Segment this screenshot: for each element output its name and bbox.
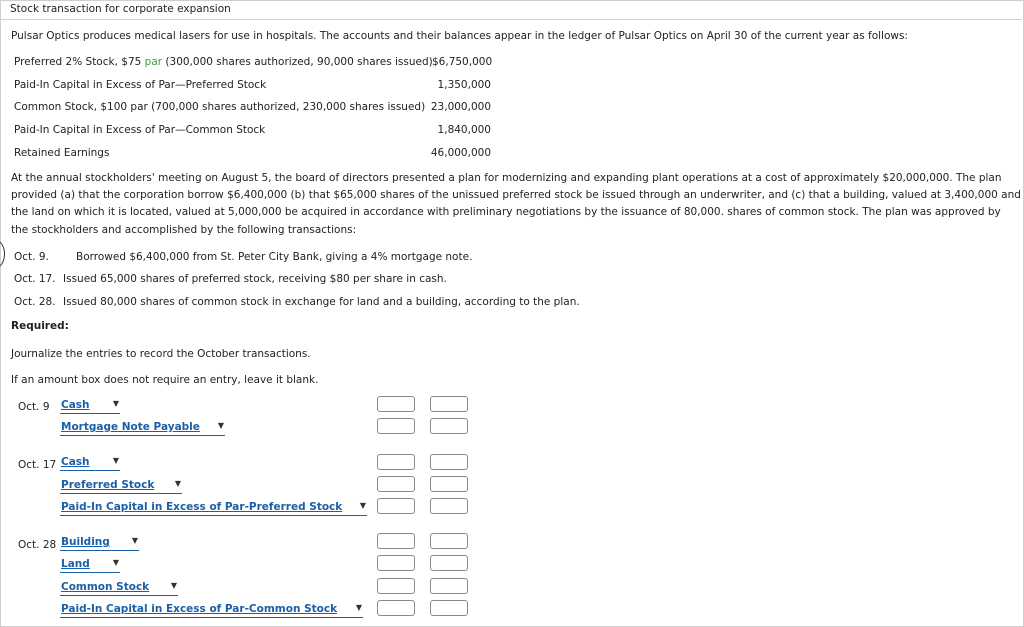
account-select-cash[interactable] <box>60 399 120 414</box>
account-select-label: Paid-In Capital in Excess of Par-Preferred Stock <box>61 501 343 513</box>
title-bar <box>0 0 1022 20</box>
ledger-picep-preferred-amount: 1,350,000 <box>437 79 491 91</box>
account-select-picep-common[interactable] <box>60 603 363 618</box>
journal-date-oct28: Oct. 28 <box>18 539 57 551</box>
ledger-preferred-stock-label <box>14 56 433 68</box>
debit-amount-input[interactable] <box>377 476 415 492</box>
credit-amount-input[interactable] <box>430 454 468 470</box>
account-select-label: Cash <box>61 399 90 411</box>
ledger-retained-earnings-label: Retained Earnings <box>14 147 110 159</box>
chevron-down-icon: ▼ <box>355 603 362 612</box>
transaction-date: Oct. 9. <box>14 251 49 263</box>
chevron-down-icon: ▼ <box>112 399 119 408</box>
debit-amount-input[interactable] <box>377 498 415 514</box>
account-select-label: Common Stock <box>61 581 150 593</box>
credit-amount-input[interactable] <box>430 396 468 412</box>
ledger-common-stock-amount: 23,000,000 <box>430 101 491 113</box>
journal-date-oct9: Oct. 9 <box>18 401 50 413</box>
account-select-building[interactable] <box>60 536 139 551</box>
ledger-common-stock-label: Common Stock, $100 par (700,000 shares authorized, 230,000 shares issued) <box>14 101 426 113</box>
instruction-text: Journalize the entries to record the October transactions. <box>11 348 311 360</box>
ledger-picep-preferred-label: Paid-In Capital in Excess of Par—Preferred Stock <box>14 79 267 91</box>
chevron-down-icon: ▼ <box>170 581 177 590</box>
debit-amount-input[interactable] <box>377 454 415 470</box>
credit-amount-input[interactable] <box>430 498 468 514</box>
credit-amount-input[interactable] <box>430 418 468 434</box>
account-select-label: Paid-In Capital in Excess of Par-Common Stock <box>61 603 338 615</box>
debit-amount-input[interactable] <box>377 396 415 412</box>
credit-amount-input[interactable] <box>430 476 468 492</box>
credit-amount-input[interactable] <box>430 533 468 549</box>
debit-amount-input[interactable] <box>377 555 415 571</box>
account-select-preferred-stock[interactable] <box>60 479 182 494</box>
hint-text: If an amount box does not require an entry, leave it blank. <box>11 374 319 386</box>
required-heading: Required: <box>11 320 69 332</box>
transaction-date: Oct. 28. <box>14 296 56 308</box>
chevron-down-icon: ▼ <box>131 536 138 545</box>
intro-text: Pulsar Optics produces medical lasers for use in hospitals. The accounts and their balances appear in the ledger of Pulsar Optics on April 30 of the current year as follows: <box>11 30 908 42</box>
account-select-label: Cash <box>61 456 90 468</box>
ledger-picep-common-label: Paid-In Capital in Excess of Par—Common Stock <box>14 124 266 136</box>
par-link: par <box>144 56 163 68</box>
transaction-text: Issued 65,000 shares of preferred stock, receiving $80 per share in cash. <box>63 273 447 285</box>
transaction-text: Borrowed $6,400,000 from St. Peter City Bank, giving a 4% mortgage note. <box>76 251 473 263</box>
chevron-down-icon: ▼ <box>112 558 119 567</box>
preferred-stock-label-end: (300,000 shares authorized, 90,000 shares issued) <box>165 56 433 68</box>
account-select-mortgage-note-payable[interactable] <box>60 421 225 436</box>
ledger-preferred-stock-amount: $6,750,000 <box>432 56 493 68</box>
credit-amount-input[interactable] <box>430 555 468 571</box>
account-select-cash[interactable] <box>60 456 120 471</box>
preferred-stock-label-start: Preferred 2% Stock, $75 <box>14 56 142 68</box>
transaction-text: Issued 80,000 shares of common stock in exchange for land and a building, according to the plan. <box>63 296 580 308</box>
account-select-label: Preferred Stock <box>61 479 155 491</box>
debit-amount-input[interactable] <box>377 578 415 594</box>
account-select-label: Building <box>61 536 110 548</box>
debit-amount-input[interactable] <box>377 418 415 434</box>
account-select-label: Mortgage Note Payable <box>61 421 200 433</box>
debit-amount-input[interactable] <box>377 600 415 616</box>
ledger-retained-earnings-amount: 46,000,000 <box>430 147 491 159</box>
scenario-paragraph: At the annual stockholders' meeting on August 5, the board of directors presented a plan for modernizing and expanding plant operations at a cost of approximately $20,000,000. The plan provided (a) that the corporation borrow $6,400,000 (b) that $65,000 shares of the unissued preferred stock be issued through an underwriter, and (c) that a building, valued at 3,400,000 and the land on which it is located, valued at 5,000,000 be acquired in accordance with preliminary negotiations by the issuance of 80,000. shares of common stock. The plan was approved by the stockholders and accomplished by the following transactions: <box>11 172 1021 236</box>
credit-amount-input[interactable] <box>430 578 468 594</box>
account-select-land[interactable] <box>60 558 120 573</box>
credit-amount-input[interactable] <box>430 600 468 616</box>
ledger-picep-common-amount: 1,840,000 <box>437 124 491 136</box>
account-select-label: Land <box>61 558 90 570</box>
chevron-down-icon: ▼ <box>112 456 119 465</box>
debit-amount-input[interactable] <box>377 533 415 549</box>
chevron-down-icon: ▼ <box>174 479 181 488</box>
transaction-date: Oct. 17. <box>14 273 56 285</box>
journal-date-oct17: Oct. 17 <box>18 459 57 471</box>
chevron-down-icon: ▼ <box>359 501 366 510</box>
account-select-common-stock[interactable] <box>60 581 178 596</box>
page-title: Stock transaction for corporate expansion <box>10 3 231 15</box>
account-select-picep-preferred[interactable] <box>60 501 367 516</box>
chevron-down-icon: ▼ <box>217 421 224 430</box>
